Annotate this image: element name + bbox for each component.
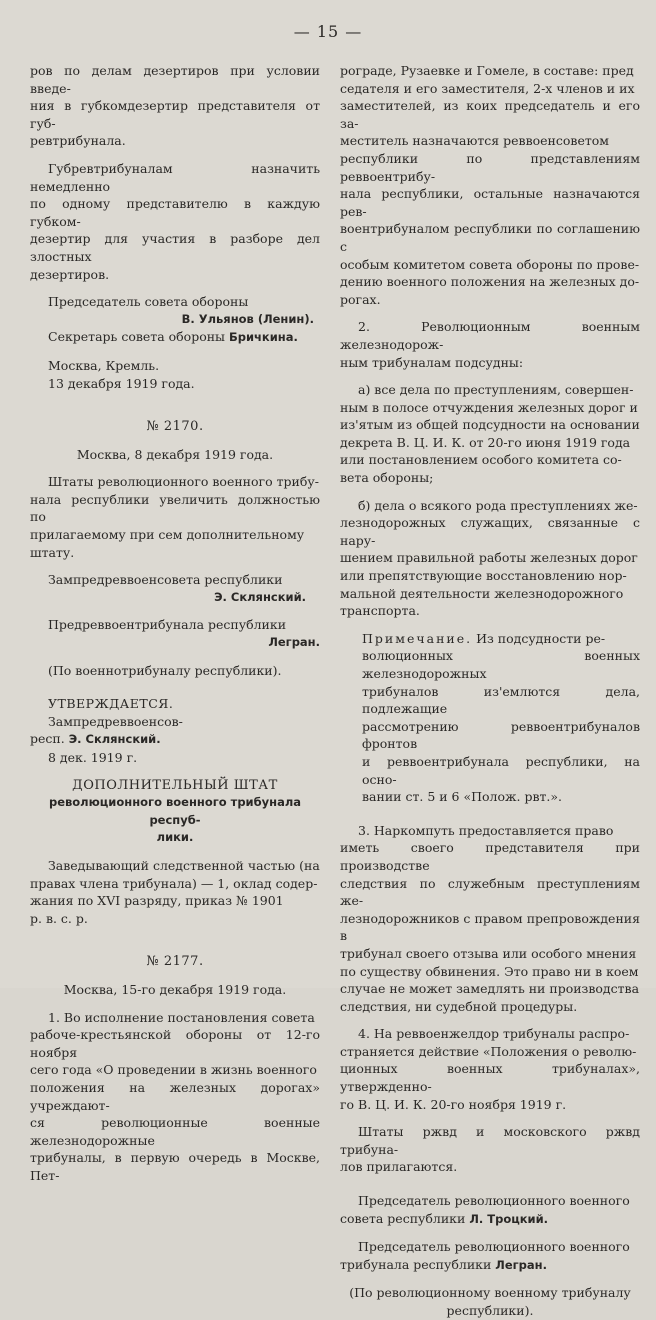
signature-title: Секретарь совета обороны Бричкина. — [48, 329, 298, 345]
signature-title: Предреввоентрибунала республики — [48, 617, 287, 633]
left-column — [30, 62, 320, 1184]
place-date: Москва, 8 декабря 1919 года. — [76, 446, 274, 462]
attribution: (По революционному военному трибуналу республики). — [349, 1285, 631, 1318]
place-date: Москва, Кремль. 13 декабря 1919 года. — [48, 357, 195, 391]
approval-title: Зампредреввоенсов- — [48, 713, 183, 729]
paragraph: Заведывающий следственной частью (на правах члена трибунала) — 1, оклад содер- жания по XVI разряду, приказ № 1901 р. в. с. р. — [30, 857, 320, 926]
approval-date: 8 дек. 1919 г. — [48, 750, 138, 765]
document-number: № 2177. — [146, 954, 204, 970]
paragraph: Штаты ржвд и московского ржвд трибуна- лов прилагаются. — [340, 1124, 640, 1175]
page-number: — 15 — — [293, 22, 363, 41]
section-heading: ДОПОЛНИТЕЛЬНЫЙ ШТАТ — [72, 777, 278, 793]
paragraph: б) дела о всякого рода преступлениях же- лезнодорожных служащих, связанные с нару- шением правильной работы железных дорог или препятствующие восстановлению нор- мальной деятельности железнодорожного транспорта. — [340, 497, 640, 619]
attribution: (По военнотрибуналу республики). — [48, 662, 282, 678]
paragraph: 1. Во исполнение постановления совета рабоче-крестьянской обороны от 12-го ноября сего года «О проведении в жизнь военного положения на железных дорогах» учреждают- ся революционные военные железнодорожные трибуналы, в первую очередь в Москве, Пет- — [30, 1009, 320, 1183]
signature-name: В. Ульянов (Ленин). — [181, 311, 314, 326]
paragraph: Штаты революционного военного трибу- нала республики увеличить должностью по прилагаемому при сем дополнительному штату. — [30, 474, 320, 560]
place-date: Москва, 15-го декабря 1919 года. — [63, 981, 287, 997]
note: Примечание. Из подсудности ре- волюционных военных железнодорожных трибуналов из'емлются дела, подлежащие рассмотрению реввоентрибуналов фронтов и реввоентрибунала республики, на осно- вании ст. 5 и 6 «Полож. рвт.». — [362, 630, 640, 805]
approval-signature: респ. Э. Склянский. — [30, 731, 161, 747]
paragraph: Губревтрибуналам назначить немедленно по одному представителю в каждую губком- дезертир для участия в разборе дел злостных дезертиров. — [30, 160, 320, 282]
signature-block: Председатель революционного военного совета республики Л. Троцкий. — [340, 1193, 630, 1226]
right-column — [340, 62, 640, 1320]
approval-heading: УТВЕРЖДАЕТСЯ. — [48, 696, 174, 712]
signature-title: Зампредреввоенсовета республики — [48, 572, 283, 588]
section-subheading: революционного военного трибунала респуб- лики. — [48, 795, 302, 845]
signature-block: Председатель революционного военного трибунала республики Легран. — [340, 1239, 630, 1272]
paragraph: 4. На реввоенжелдор трибуналы распро- страняется действие «Положения о револю- ционных военных трибуналах», утвержденно- го В. Ц. И. К. 20-го ноября 1919 г. — [340, 1026, 640, 1112]
paragraph: а) все дела по преступлениям, совершен- ным в полосе отчуждения железных дорог и из'ятым из общей подсудности на основании декрета В. Ц. И. К. от 20-го июня 1919 года или постановлением особого комитета со- вета обороны; — [340, 382, 640, 486]
paragraph: 3. Наркомпуть предоставляется право иметь своего представителя при производстве следствия по служебным преступлениям же- лезнодорожников с правом препровождения в трибунал своего отзыва или особого мнения по существу обвинения. Это право ни в коем случае не может замедлять ни производства следствия, ни судебной процедуры. — [340, 822, 640, 1014]
paragraph: ров по делам дезертиров при условии введе- ния в губкомдезертир представителя от губ- ревтрибунала. — [30, 63, 320, 149]
signature-name: Легран. — [268, 635, 320, 650]
paragraph: рограде, Рузаевке и Гомеле, в составе: пред седателя и его заместителя, 2-х членов и их заместителей, из коих председатель и его за- меститель назначаются реввоенсоветом республики по представлениям реввоентрибу- нала республики, остальные назначаются рев- воентрибуналом республики по соглашению с особым комитетом совета обороны по прове- дению военного положения на железных до- рогах. — [340, 63, 640, 307]
paragraph: 2. Революционным военным железнодорож- ным трибуналам подсудны: — [340, 319, 640, 370]
signature-title: Председатель совета обороны — [48, 294, 249, 310]
document-number: № 2170. — [146, 419, 204, 435]
signature-name: Э. Склянский. — [214, 589, 306, 604]
